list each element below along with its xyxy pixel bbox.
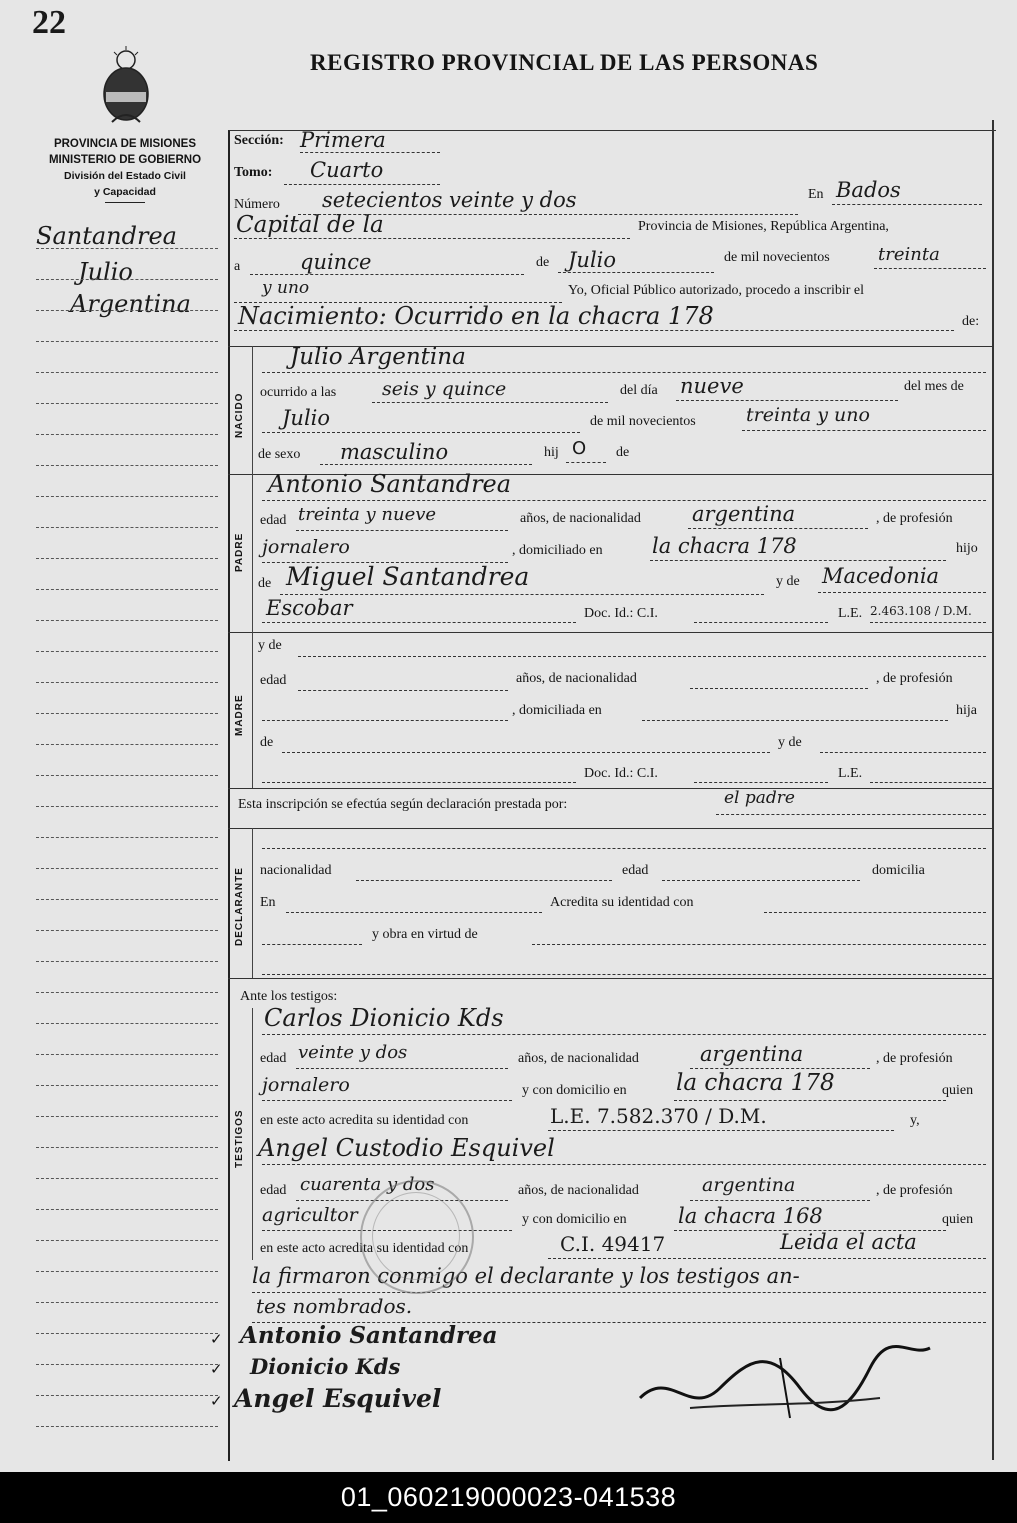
- witness2-domicile: la chacra 168: [678, 1204, 823, 1228]
- signature-witness-2: Angel Esquivel: [234, 1384, 442, 1413]
- witness1-name: Carlos Dionicio Kds: [264, 1004, 504, 1032]
- province-line: PROVINCIA DE MISIONES: [53, 138, 197, 150]
- decl-acredita-label: Acredita su identidad con: [550, 895, 694, 910]
- witness1-age: veinte y dos: [298, 1042, 408, 1063]
- birth-month-line: [262, 432, 580, 433]
- mother-nat-label: años, de nacionalidad: [516, 671, 637, 686]
- hij-value: O: [572, 438, 587, 459]
- madre-divider: [252, 632, 253, 788]
- father-nationality: argentina: [692, 502, 796, 526]
- father-prof-label: , de profesión: [876, 511, 953, 526]
- del-mes-label: del mes de: [904, 379, 964, 394]
- margin-rule-line: [36, 1333, 218, 1334]
- madre-separator: [228, 632, 992, 633]
- sex-line: [320, 464, 532, 465]
- mother-le-label: L.E.: [838, 766, 863, 781]
- birth-day-line: [676, 400, 898, 401]
- page-number: 22: [32, 4, 66, 41]
- padre-divider: [252, 474, 253, 632]
- margin-rule-line: [36, 248, 218, 249]
- margin-rule-line: [36, 775, 218, 776]
- en-label: En: [808, 187, 824, 202]
- a-label: a: [234, 259, 241, 274]
- margin-rule-line: [36, 682, 218, 683]
- sex-value: masculino: [340, 440, 449, 464]
- witness2-nat-label: años, de nacionalidad: [518, 1183, 639, 1198]
- witnesses-label: Ante los testigos:: [240, 989, 338, 1004]
- ocurrido-label: ocurrido a las: [260, 385, 337, 400]
- father-dom-line: [650, 560, 946, 561]
- tome-label: Tomo:: [234, 165, 273, 180]
- closing-line-2: la firmaron conmigo el declarante y los testigos an-: [252, 1264, 800, 1288]
- document-title: REGISTRO PROVINCIAL DE LAS PERSONAS: [310, 50, 819, 75]
- margin-rule-line: [36, 403, 218, 404]
- declarant-line: [716, 814, 986, 815]
- decl-obra-line: [532, 944, 986, 945]
- hijo-label: hijo: [956, 541, 978, 556]
- mother-nat-line: [690, 688, 868, 689]
- mother-name-line: [298, 656, 986, 657]
- margin-rule-line: [36, 1085, 218, 1086]
- nacido-label: NACIDO: [234, 392, 245, 438]
- closing-line-1-rule: [252, 1292, 986, 1293]
- margin-rule-line: [36, 310, 218, 311]
- margin-rule-line: [36, 713, 218, 714]
- place-value: Capital de la: [236, 212, 384, 238]
- margin-rule-line: [36, 589, 218, 590]
- decl-en-line: [286, 912, 542, 913]
- witness2-id: C.I. 49417: [560, 1232, 666, 1256]
- margin-rule-line: [36, 434, 218, 435]
- tick-mark: ✓: [210, 1331, 223, 1348]
- decl-doc-line: [262, 944, 362, 945]
- official-seal-inner: [372, 1192, 460, 1280]
- year-value: treinta: [878, 244, 940, 265]
- inscription-text: Esta inscripción se efectúa según declaración prestada por:: [238, 797, 568, 812]
- margin-rule-line: [36, 1271, 218, 1272]
- birth-month: Julio: [282, 406, 331, 430]
- place-line: [234, 238, 630, 239]
- grandfather-line: [280, 594, 764, 595]
- birth-year-line: [742, 430, 986, 431]
- day-line: [250, 274, 524, 275]
- margin-rule-line: [36, 558, 218, 559]
- decl-obra-label: y obra en virtud de: [372, 927, 478, 942]
- tome-line: [284, 184, 440, 185]
- de-label: de: [536, 255, 550, 270]
- witness1-age-label: edad: [260, 1051, 287, 1066]
- witness1-id: L.E. 7.582.370 / D.M.: [550, 1104, 767, 1128]
- mother-doc-line: [694, 782, 828, 783]
- margin-rule-line: [36, 341, 218, 342]
- father-le-value: 2.463.108 / D.M.: [870, 604, 972, 618]
- margin-note-first-name: Julio: [78, 258, 133, 286]
- margin-rule-line: [36, 899, 218, 900]
- birth-year: treinta y uno: [746, 404, 870, 426]
- father-le-label: L.E.: [838, 606, 863, 621]
- hij-line: [566, 462, 606, 463]
- province-text: Provincia de Misiones, República Argentina,: [638, 219, 889, 234]
- margin-note-second-name: Argentina: [70, 290, 191, 318]
- mother-prof-label: , de profesión: [876, 671, 953, 686]
- margin-rule-line: [36, 496, 218, 497]
- margin-rule-line: [36, 1395, 218, 1396]
- witness2-age: cuarenta y dos: [300, 1174, 435, 1195]
- grandmother-name: Macedonia: [822, 564, 940, 588]
- de-sexo-label: de sexo: [258, 447, 301, 462]
- margin-rule-line: [36, 992, 218, 993]
- witness1-id-label: en este acto acredita su identidad con: [260, 1113, 469, 1128]
- father-le-line: [870, 622, 986, 623]
- witness1-y-label: y,: [910, 1113, 920, 1128]
- section-line: [300, 152, 440, 153]
- month-value: Julio: [568, 248, 617, 272]
- section-label: Sección:: [234, 133, 284, 148]
- birth-line: [234, 330, 954, 331]
- mother-y-de-label: y de: [258, 638, 282, 653]
- declarante-label: DECLARANTE: [234, 867, 245, 946]
- decl-dom-label: domicilia: [872, 863, 925, 878]
- witness1-name-line: [262, 1034, 986, 1035]
- margin-rule-line: [36, 651, 218, 652]
- witness1-nat-label: años, de nacionalidad: [518, 1051, 639, 1066]
- margin-rule-line: [36, 1302, 218, 1303]
- decl-nat-line: [356, 880, 612, 881]
- officer-text: Yo, Oficial Público autorizado, procedo a inscribir el: [568, 283, 865, 298]
- margin-rule-line: [36, 930, 218, 931]
- witness2-profession: agricultor: [262, 1204, 358, 1226]
- mother-parent2-line: [820, 752, 986, 753]
- witness2-nat-line: [690, 1200, 870, 1201]
- birth-event: Nacimiento: Ocurrido en la chacra 178: [238, 302, 714, 330]
- mother-age-line: [298, 690, 508, 691]
- father-y-de-label: y de: [776, 574, 800, 589]
- child-name: Julio Argentina: [290, 344, 466, 370]
- witness2-name: Angel Custodio Esquivel: [258, 1134, 555, 1162]
- testigos-label: TESTIGOS: [234, 1109, 245, 1168]
- declarante-divider: [252, 828, 253, 978]
- mother-y-de2-label: y de: [778, 735, 802, 750]
- tome-value: Cuarto: [310, 158, 384, 182]
- margin-rule-line: [36, 1116, 218, 1117]
- capacity-line: y Capacidad: [94, 186, 156, 198]
- margin-rule-line: [36, 1054, 218, 1055]
- number-label: Número: [234, 197, 280, 212]
- witness2-prof-label: , de profesión: [876, 1183, 953, 1198]
- birth-hour: seis y quince: [382, 378, 507, 400]
- father-name-line: [262, 500, 986, 501]
- de-mil-label: de mil novecientos: [724, 250, 830, 265]
- hij-label: hij: [544, 445, 559, 460]
- margin-rule-line: [36, 1364, 218, 1365]
- decl-en-label: En: [260, 895, 276, 910]
- witness2-id-line: [548, 1258, 986, 1259]
- del-dia-label: del día: [620, 383, 658, 398]
- grandmother-line: [818, 592, 986, 593]
- mother-doc-label: Doc. Id.: C.I.: [584, 766, 658, 781]
- father-profession: jornalero: [262, 536, 350, 558]
- mother-age-label: edad: [260, 673, 287, 688]
- margin-rule-line: [36, 1023, 218, 1024]
- witness1-dom-label: y con domicilio en: [522, 1083, 627, 1098]
- name-line: [262, 372, 986, 373]
- ministry-line: MINISTERIO DE GOBIERNO: [48, 154, 202, 166]
- grandfather-name: Miguel Santandrea: [286, 562, 530, 591]
- decl-acredita-line: [764, 912, 986, 913]
- father-age: treinta y nueve: [298, 504, 437, 525]
- signature-witness-1: Dionicio Kds: [250, 1354, 401, 1379]
- mother-dom-line: [642, 720, 948, 721]
- tick-mark: ✓: [210, 1393, 223, 1410]
- issuing-authority: [30, 136, 220, 203]
- division-line: División del Estado Civil: [64, 170, 186, 182]
- father-doc-line: [694, 622, 828, 623]
- witness2-name-line: [262, 1164, 986, 1165]
- margin-rule-line: [36, 837, 218, 838]
- mother-de-label: de: [260, 735, 274, 750]
- father-nat-label: años, de nacionalidad: [520, 511, 641, 526]
- closing-line-1: Leida el acta: [780, 1230, 917, 1254]
- grandmother-cont-line: [262, 622, 576, 623]
- margin-rule-line: [36, 961, 218, 962]
- witness1-prof-line: [262, 1100, 512, 1101]
- witness2-nationality: argentina: [702, 1174, 796, 1196]
- margin-rule-line: [36, 465, 218, 466]
- closing-line-3: tes nombrados.: [256, 1294, 413, 1318]
- decl-age-label: edad: [622, 863, 649, 878]
- margin-rule-line: [36, 279, 218, 280]
- margin-rule-line: [36, 620, 218, 621]
- en-value: Bados: [836, 178, 901, 202]
- testigos-divider: [252, 1008, 253, 1260]
- hija-label: hija: [956, 703, 977, 718]
- margin-note-surname: Santandrea: [36, 222, 177, 250]
- section-value: Primera: [300, 128, 386, 152]
- witness1-domicile: la chacra 178: [676, 1070, 835, 1096]
- mother-parent-line: [282, 752, 770, 753]
- nacido-divider: [252, 346, 253, 474]
- margin-rule-line: [36, 1178, 218, 1179]
- madre-label: MADRE: [234, 694, 245, 736]
- right-border: [992, 120, 994, 1460]
- witness1-quien-label: quien: [942, 1083, 974, 1098]
- margin-rule-line: [36, 1147, 218, 1148]
- de-colon-label: de:: [962, 314, 980, 329]
- witness2-quien-label: quien: [942, 1212, 974, 1227]
- en-line: [832, 204, 982, 205]
- margin-rule-line: [36, 868, 218, 869]
- month-line: [558, 272, 714, 273]
- father-age-label: edad: [260, 513, 287, 528]
- day-value: quince: [300, 250, 372, 274]
- witness1-nat-line: [690, 1068, 870, 1069]
- margin-rule-line: [36, 1426, 218, 1427]
- margin-rule-line: [36, 1209, 218, 1210]
- birth-day: nueve: [680, 374, 744, 398]
- hour-line: [372, 402, 608, 403]
- witness1-dom-line: [674, 1100, 946, 1101]
- signature-declarant: Antonio Santandrea: [240, 1322, 498, 1349]
- witness1-profession: jornalero: [262, 1074, 350, 1096]
- declarant-name-line: [262, 848, 986, 849]
- decl-age-line: [662, 880, 860, 881]
- witness1-nationality: argentina: [700, 1042, 804, 1066]
- father-de-label: de: [258, 576, 272, 591]
- margin-rule-line: [36, 744, 218, 745]
- de-mil-nov-label: de mil novecientos: [590, 414, 696, 429]
- witness1-id-line: [548, 1130, 894, 1131]
- mother-dom-label: , domiciliada en: [512, 703, 602, 718]
- margin-rule-line: [36, 806, 218, 807]
- father-doc-label: Doc. Id.: C.I.: [584, 606, 658, 621]
- mother-prof-line: [262, 720, 508, 721]
- de2-label: de: [616, 445, 630, 460]
- number-value: setecientos veinte y dos: [322, 188, 577, 212]
- mother-cont-line: [262, 782, 576, 783]
- father-dom-label: , domiciliado en: [512, 543, 603, 558]
- officer-signature-icon: [630, 1328, 940, 1428]
- tick-mark: ✓: [210, 1361, 223, 1378]
- grandmother-surname: Escobar: [266, 596, 353, 620]
- witness1-prof-label: , de profesión: [876, 1051, 953, 1066]
- witness1-age-line: [296, 1068, 508, 1069]
- mother-le-line: [870, 782, 986, 783]
- father-domicile: la chacra 178: [652, 534, 797, 558]
- witness2-id-label: en este acto acredita su identidad con: [260, 1241, 469, 1256]
- year-line: [874, 268, 986, 269]
- year-cont-value: y uno: [262, 278, 310, 298]
- father-nat-line: [688, 528, 868, 529]
- declarant-value: el padre: [724, 788, 795, 808]
- witness2-age-label: edad: [260, 1183, 287, 1198]
- declarante-separator: [228, 828, 992, 829]
- margin-rule-line: [36, 1240, 218, 1241]
- decl-nat-label: nacionalidad: [260, 863, 332, 878]
- padre-label: PADRE: [234, 532, 245, 572]
- decl-extra-line: [262, 974, 986, 975]
- margin-rule-line: [36, 372, 218, 373]
- argentine-coat-of-arms-icon: [92, 44, 160, 124]
- divider: [105, 202, 145, 203]
- margin-rule-line: [36, 527, 218, 528]
- father-age-line: [296, 530, 508, 531]
- witness2-dom-label: y con domicilio en: [522, 1212, 627, 1227]
- father-name: Antonio Santandrea: [268, 470, 512, 498]
- declaration-separator: [228, 788, 992, 789]
- document-id-footer: 01_060219000023-041538: [0, 1472, 1017, 1523]
- testigos-separator: [228, 978, 992, 979]
